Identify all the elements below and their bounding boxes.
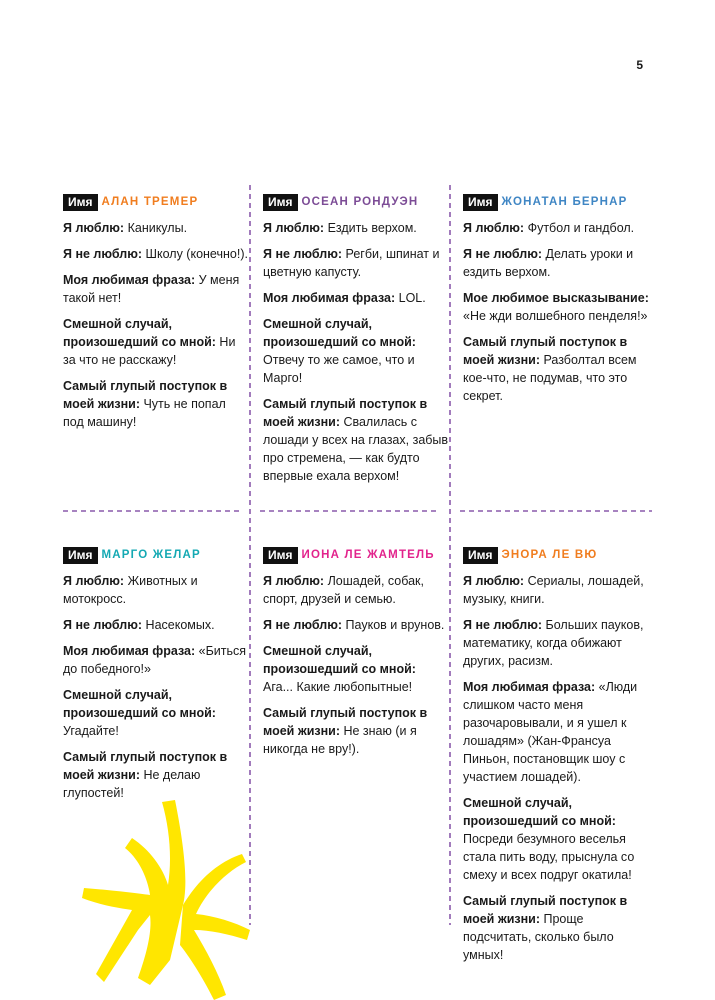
profile-card-iona xyxy=(263,546,449,766)
field-text: Ездить верхом. xyxy=(324,221,417,235)
field-text: Больших пауков, математику, когда обижают других, расизм. xyxy=(463,618,644,668)
name-tag: Имя xyxy=(63,547,98,564)
field-text: LOL. xyxy=(395,291,426,305)
field-text: Не делаю глупостей! xyxy=(63,768,201,800)
field-dislikes xyxy=(263,616,449,634)
field-silliest-act xyxy=(463,333,649,405)
field-funny-story xyxy=(263,315,449,387)
profile-name: АЛАН ТРЕМЕР xyxy=(101,196,199,208)
field-text: Животных и мотокросс. xyxy=(63,574,198,606)
field-label: Смешной случай, произошедший со мной: xyxy=(63,317,216,349)
field-text: Угадайте! xyxy=(63,724,119,738)
field-likes xyxy=(263,572,449,608)
field-favorite-saying xyxy=(463,289,649,325)
field-label: Самый глупый поступок в моей жизни: xyxy=(463,335,628,367)
field-label: Смешной случай, произошедший со мной: xyxy=(463,796,616,828)
field-dislikes xyxy=(263,245,449,281)
field-text: Каникулы. xyxy=(124,221,188,235)
field-dislikes xyxy=(63,245,249,263)
field-silliest-act xyxy=(63,748,249,802)
profile-name: ЖОНАТАН БЕРНАР xyxy=(501,196,628,208)
field-text: Лошадей, собак, спорт, друзей и семью. xyxy=(263,574,424,606)
profile-card-jonathan xyxy=(463,193,649,413)
profile-card-enora xyxy=(463,546,649,972)
card-header xyxy=(263,193,449,211)
field-text: «Биться до победного!» xyxy=(63,644,247,676)
field-silliest-act xyxy=(63,377,249,431)
field-funny-story xyxy=(63,315,249,369)
field-label: Я люблю: xyxy=(463,221,525,235)
field-text: Разболтал всем кое-что, не подумав, что это секрет. xyxy=(463,353,637,403)
field-label: Я не люблю: xyxy=(263,247,343,261)
field-text: Сериалы, лошадей, музыку, книги. xyxy=(463,574,644,606)
profile-card-margo xyxy=(63,546,249,810)
field-label: Смешной случай, произошедший со мной: xyxy=(263,644,416,676)
profile-name: ОСЕАН РОНДУЭН xyxy=(301,196,419,208)
card-header xyxy=(263,546,449,564)
field-text: «Люди слишком часто меня разочаровывали, и я ушел к лошадям» (Жан-Франсуа Пиньон, постановщик шоу с участием лошадей). xyxy=(463,680,638,784)
name-tag: Имя xyxy=(263,547,298,564)
field-label: Моя любимая фраза: xyxy=(63,273,196,287)
field-label: Самый глупый поступок в моей жизни: xyxy=(263,706,428,738)
field-label: Я люблю: xyxy=(263,574,325,588)
field-likes xyxy=(463,219,649,237)
profile-card-ocean xyxy=(263,193,449,493)
field-silliest-act xyxy=(263,395,449,485)
profile-card-alan xyxy=(63,193,249,439)
field-text: У меня такой нет! xyxy=(63,273,240,305)
field-label: Самый глупый поступок в моей жизни: xyxy=(263,397,428,429)
field-label: Я не люблю: xyxy=(463,247,543,261)
field-text: Регби, шпинат и цветную капусту. xyxy=(263,247,440,279)
field-label: Я не люблю: xyxy=(263,618,343,632)
field-dislikes xyxy=(463,616,649,670)
field-text: Отвечу то же самое, что и Марго! xyxy=(263,353,415,385)
profile-name: ЭНОРА ЛЕ ВЮ xyxy=(501,549,598,561)
field-text: Не знаю (и я никогда не вру!). xyxy=(263,724,417,756)
field-label: Моя любимая фраза: xyxy=(463,680,596,694)
field-text: Чуть не попал под машину! xyxy=(63,397,226,429)
field-funny-story xyxy=(463,794,649,884)
name-tag: Имя xyxy=(63,194,98,211)
field-dislikes xyxy=(63,616,249,634)
field-label: Смешной случай, произошедший со мной: xyxy=(263,317,416,349)
field-text: Пауков и врунов. xyxy=(342,618,445,632)
field-text: Насекомых. xyxy=(142,618,215,632)
field-text: Делать уроки и ездить верхом. xyxy=(463,247,634,279)
yellow-brush-shape xyxy=(82,800,250,1000)
field-label: Я люблю: xyxy=(263,221,325,235)
field-label: Моя любимая фраза: xyxy=(263,291,396,305)
field-label: Я не люблю: xyxy=(463,618,543,632)
profile-name: ИОНА ЛЕ ЖАМТЕЛЬ xyxy=(301,549,435,561)
field-text: Школу (конечно!). xyxy=(142,247,248,261)
field-favorite-phrase xyxy=(463,678,649,786)
field-favorite-phrase xyxy=(63,642,249,678)
card-header xyxy=(463,193,649,211)
field-label: Я люблю: xyxy=(463,574,525,588)
name-tag: Имя xyxy=(463,547,498,564)
card-header xyxy=(463,546,649,564)
name-tag: Имя xyxy=(463,194,498,211)
card-header xyxy=(63,193,249,211)
field-label: Я люблю: xyxy=(63,574,125,588)
field-likes xyxy=(263,219,449,237)
field-text: «Не жди волшебного пенделя!» xyxy=(463,309,648,323)
card-header xyxy=(63,546,249,564)
name-tag: Имя xyxy=(263,194,298,211)
field-likes xyxy=(63,219,249,237)
field-text: Ага... Какие любопытные! xyxy=(263,680,413,694)
field-silliest-act xyxy=(263,704,449,758)
field-likes xyxy=(63,572,249,608)
field-text: Проще подсчитать, сколько было умных! xyxy=(463,912,614,962)
field-label: Самый глупый поступок в моей жизни: xyxy=(63,750,228,782)
field-funny-story xyxy=(63,686,249,740)
field-label: Я не люблю: xyxy=(63,618,143,632)
field-label: Самый глупый поступок в моей жизни: xyxy=(63,379,228,411)
field-label: Я люблю: xyxy=(63,221,125,235)
field-label: Мое любимое высказывание: xyxy=(463,291,649,305)
field-label: Я не люблю: xyxy=(63,247,143,261)
field-label: Смешной случай, произошедший со мной: xyxy=(63,688,216,720)
field-text: Футбол и гандбол. xyxy=(524,221,635,235)
field-dislikes xyxy=(463,245,649,281)
field-label: Самый глупый поступок в моей жизни: xyxy=(463,894,628,926)
field-silliest-act xyxy=(463,892,649,964)
field-likes xyxy=(463,572,649,608)
field-label: Моя любимая фраза: xyxy=(63,644,196,658)
profile-name: МАРГО ЖЕЛАР xyxy=(101,549,201,561)
field-text: Ни за что не расскажу! xyxy=(63,335,236,367)
page-number: 5 xyxy=(636,58,643,72)
field-favorite-phrase xyxy=(63,271,249,307)
field-funny-story xyxy=(263,642,449,696)
field-text: Посреди безумного веселья стала пить воду, прыснула со смеху и всех подруг окатила! xyxy=(463,832,635,882)
field-favorite-phrase xyxy=(263,289,449,307)
field-text: Свалилась с лошади у всех на глазах, забыв про стремена, — как будто впервые ехала верхом! xyxy=(263,415,449,483)
